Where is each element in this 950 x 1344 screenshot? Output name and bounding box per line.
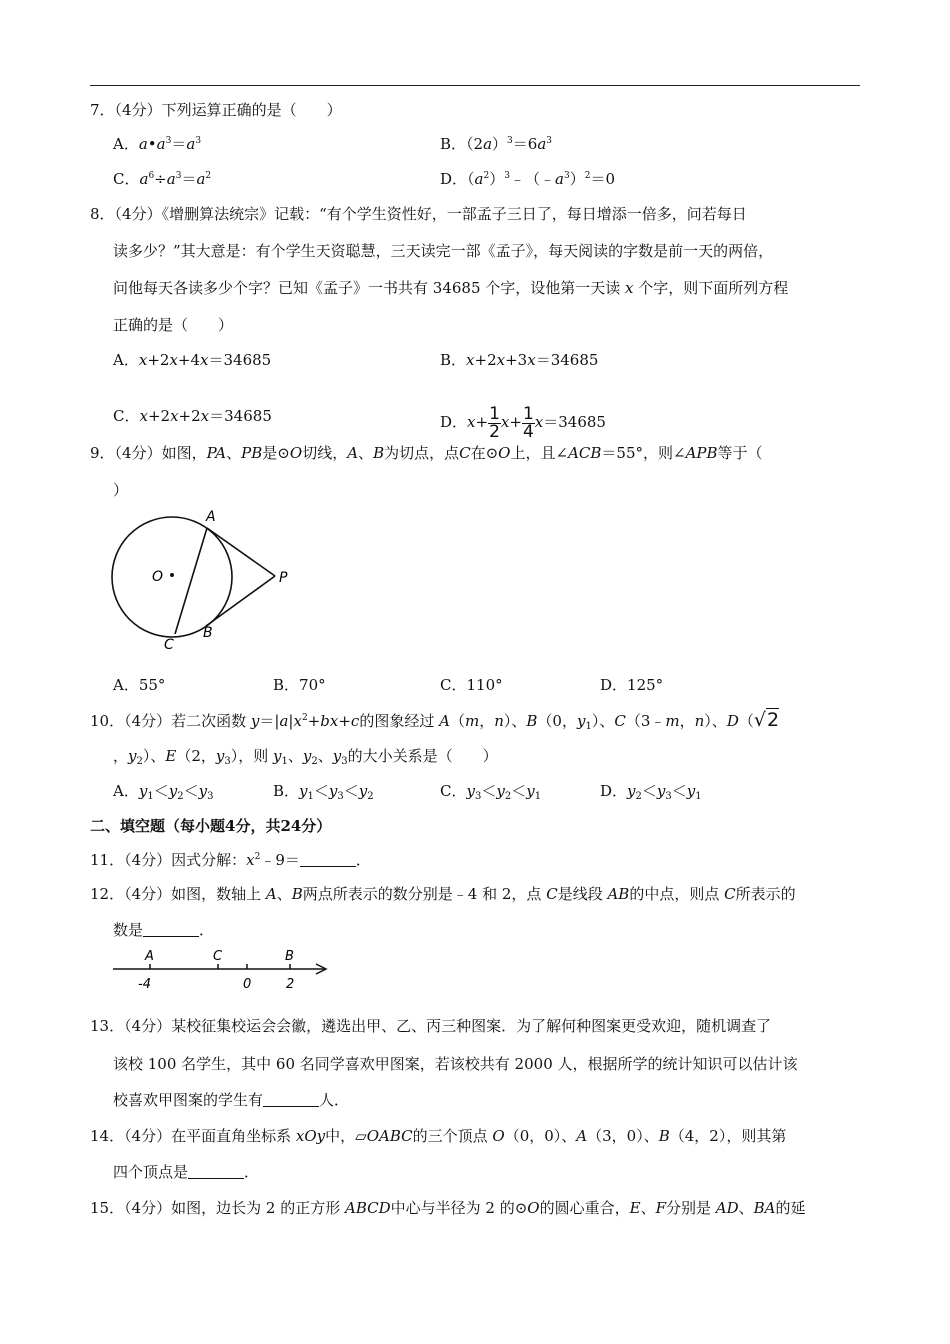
fraction-one-quarter: $\frac{1}{4}$ bbox=[522, 404, 534, 442]
q13-line1: 13．（4分）某校征集校运会会徽，遴选出甲、乙、丙三种图案．为了解何种图案更受欢迎，随机调查了 bbox=[90, 1017, 772, 1035]
q15-line1: 15．（4分）如图，边长为 2 的正方形 ABCD中心与半径为 2 的⊙O的圆心重合，E、F分别是 AD、BA的延 bbox=[90, 1199, 806, 1217]
q9-option-c: C．110° bbox=[440, 676, 503, 694]
q7-option-a: A．$a•a^3=a^3$ bbox=[113, 135, 202, 153]
q10-option-c: C．$y_3<y_2<y_1$ bbox=[440, 782, 542, 802]
label-o: O bbox=[152, 569, 164, 585]
section-title-fill-in: 二、填空题（每小题4分，共24分） bbox=[90, 817, 332, 835]
q13-line3: 校喜欢甲图案的学生有 人． bbox=[113, 1091, 350, 1109]
q8-option-c: C．x+2x+2x＝34685 bbox=[113, 407, 272, 425]
q8-option-a: A．x+2x+4x＝34685 bbox=[113, 351, 272, 369]
q7-option-c: C．$a^6\div a^3=a^2$ bbox=[113, 170, 212, 188]
tangent-pa bbox=[207, 528, 275, 576]
q10-option-b: B．$y_1<y_3<y_2$ bbox=[273, 782, 374, 802]
q13-line2: 该校 100 名学生，其中 60 名同学喜欢甲图案，若该校共有 2000 人，根据所学的统计知识可以估计该 bbox=[113, 1055, 798, 1073]
fraction-one-half: $\frac{1}{2}$ bbox=[489, 404, 500, 442]
q7-stem: 7．（4分）下列运算正确的是（ ） bbox=[90, 101, 342, 119]
q8-line2: 读多少？”其大意是：有个学生天资聪慧，三天读完一部《孟子》，每天阅读的字数是前一天的两倍， bbox=[113, 242, 774, 260]
tangent-pb bbox=[206, 576, 275, 626]
q14-line2: 四个顶点是 ． bbox=[113, 1163, 260, 1181]
q8-line1: 8．（4分）《增删算法统宗》记载：“有个学生资性好，一部孟子三日了，每日增添一倍多，问若每日 bbox=[90, 205, 747, 223]
q14-line1: 14．（4分）在平面直角坐标系 xOy中，▱OABC的三个顶点 O（0，0）、A（3，0）、B（4，2），则其第 bbox=[90, 1127, 787, 1145]
q10-line1: 10．（4分）若二次函数 $y=|a|x^2+bx+c$的图象经过 A（m，n）、B（0，$y_1$）、C（3﹣m，n）、D（√2 bbox=[90, 709, 780, 732]
q8-option-b: B．x+2x+3x＝34685 bbox=[440, 351, 599, 369]
answer-blank[interactable] bbox=[300, 852, 356, 867]
label-c: C bbox=[213, 949, 223, 964]
q11-line: 11．（4分）因式分解：$x^2﹣9=$ ． bbox=[90, 851, 371, 869]
label-p: P bbox=[279, 570, 288, 586]
label-zero: 0 bbox=[243, 977, 252, 992]
q8-line4: 正确的是（ ） bbox=[113, 316, 234, 334]
chord-ac bbox=[175, 528, 207, 634]
q8-option-d: D．x+ $\frac{1}{2}$ x+ $\frac{1}{4}$ x＝34685 bbox=[440, 404, 606, 442]
q9-option-a: A．55° bbox=[113, 676, 166, 694]
q9-option-b: B．70° bbox=[273, 676, 326, 694]
label-two: 2 bbox=[286, 977, 295, 992]
q10-option-a: A．$y_1<y_2<y_3$ bbox=[113, 782, 214, 802]
center-dot bbox=[170, 573, 174, 577]
header-rule bbox=[90, 85, 860, 86]
q10-option-d: D．$y_2<y_3<y_1$ bbox=[600, 782, 702, 802]
label-c: C bbox=[164, 637, 174, 653]
q12-line2: 数是 ． bbox=[113, 921, 215, 939]
label-b: B bbox=[285, 949, 294, 964]
q7-option-d: D．$(a^2)^3﹣(﹣a^3)^2=0$ bbox=[440, 170, 615, 188]
sqrt-two: √2 bbox=[753, 709, 780, 731]
answer-blank[interactable] bbox=[263, 1092, 319, 1107]
answer-blank[interactable] bbox=[143, 922, 199, 937]
q9-circle-tangent-figure bbox=[100, 500, 300, 660]
q8-line3: 问他每天各读多少个字？已知《孟子》一书共有 34685 个字，设他第一天读 x 个字，则下面所列方程 bbox=[113, 279, 789, 297]
q9-line2: ） bbox=[113, 481, 129, 499]
q12-line1: 12．（4分）如图，数轴上 A、B两点所表示的数分别是﹣4 和 2，点 C是线段 AB的中点，则点 C所表示的 bbox=[90, 885, 796, 903]
q7-option-b: B．$(2a)^3=6a^3$ bbox=[440, 135, 553, 153]
q9-option-d: D．125° bbox=[600, 676, 664, 694]
q9-line1: 9．（4分）如图，PA、PB是⊙O切线，A、B为切点，点C在⊙O上，且∠ACB＝55°，则∠APB等于（ bbox=[90, 444, 763, 462]
label-a: A bbox=[145, 949, 154, 964]
q10-line2: ，$y_2$）、E（2，$y_3$），则 $y_1$、$y_2$、$y_3$的大小关系是（ ） bbox=[113, 747, 498, 767]
label-b: B bbox=[203, 625, 213, 641]
q12-number-line-figure bbox=[110, 944, 340, 996]
label-minus-four: -4 bbox=[138, 977, 151, 992]
label-a: A bbox=[206, 509, 216, 525]
answer-blank[interactable] bbox=[188, 1164, 244, 1179]
